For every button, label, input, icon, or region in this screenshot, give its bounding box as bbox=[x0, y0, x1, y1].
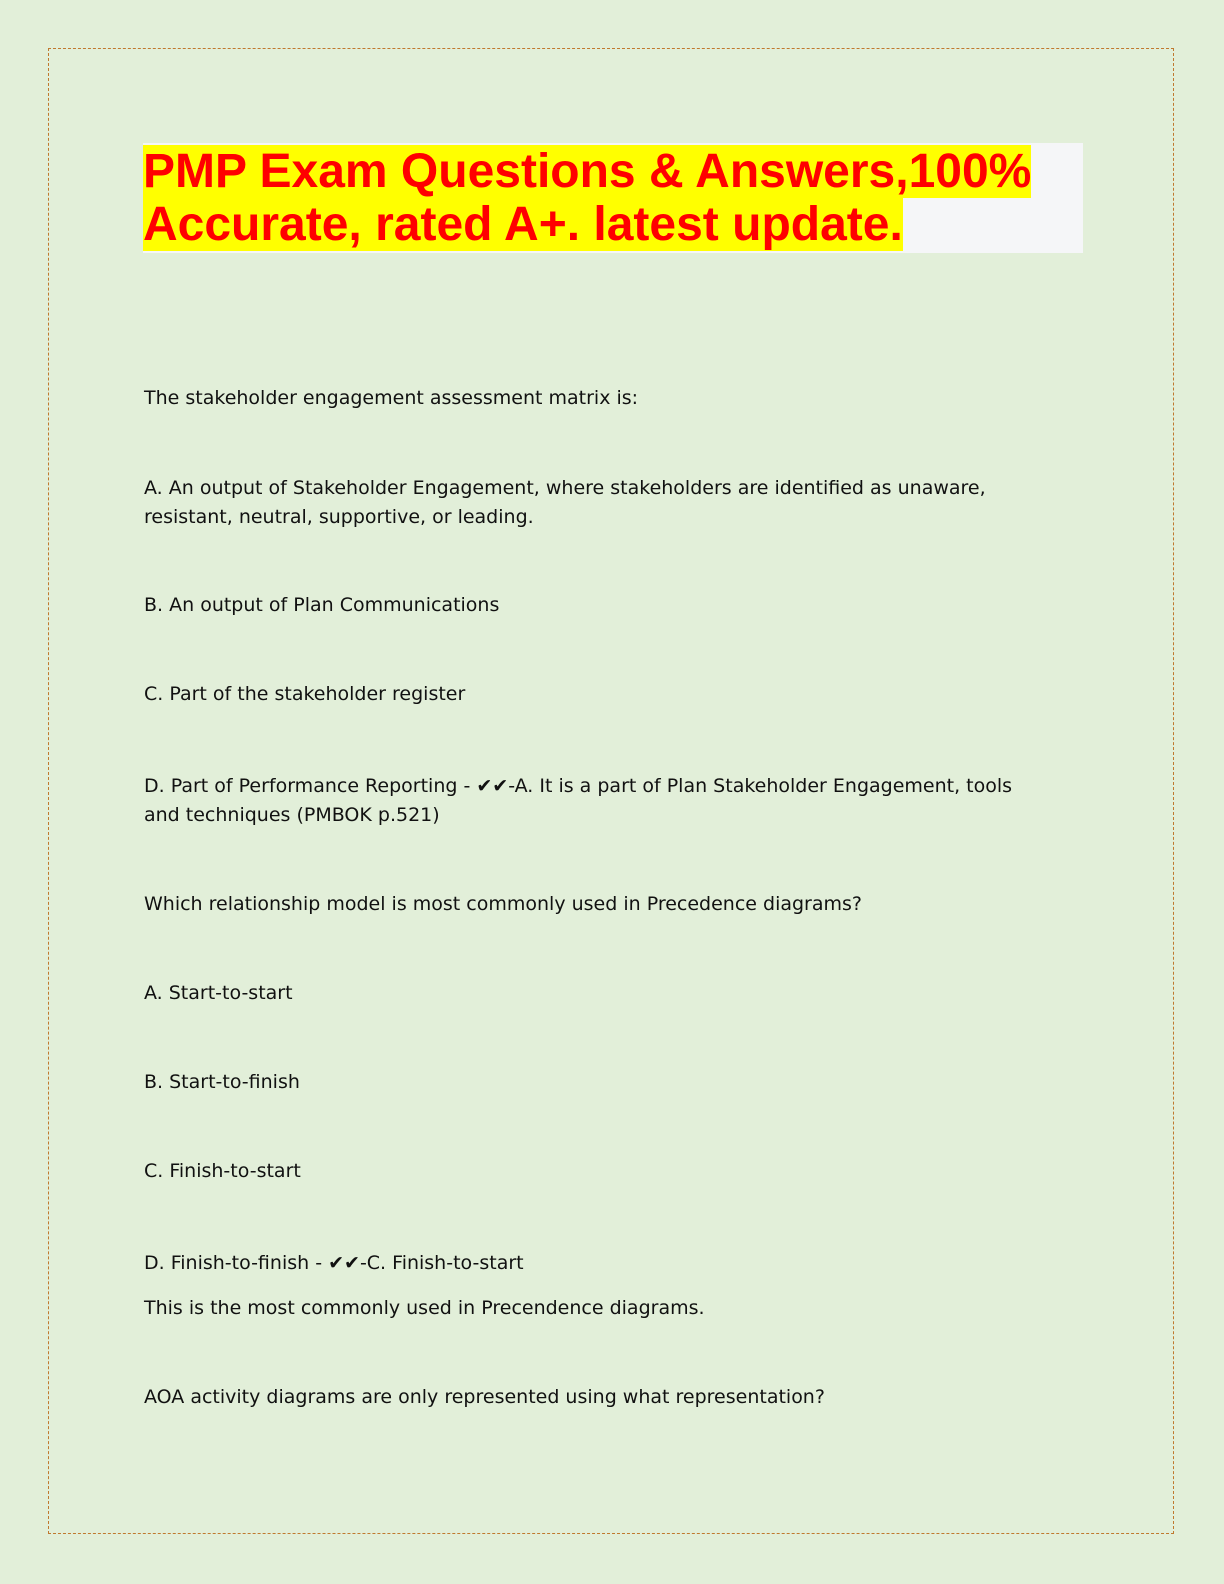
question-1-option-a: A. An output of Stakeholder Engagement, where stakeholders are identified as unaware, resistant, neutral, supportive, or leading. bbox=[144, 477, 986, 528]
document-title bbox=[143, 145, 1083, 251]
question-2-option-d-answer: D. Finish-to-finish - ✔✔-C. Finish-to-start bbox=[144, 1252, 524, 1274]
title-block bbox=[143, 143, 1083, 253]
question-1-option-d-answer: D. Part of Performance Reporting - ✔✔-A. It is a part of Plan Stakeholder Engagement, tools and techniques (PMBOK p.521) bbox=[144, 775, 1013, 826]
question-2-option-b: B. Start-to-finish bbox=[144, 1071, 300, 1093]
question-1-text: The stakeholder engagement assessment matrix is: bbox=[144, 387, 639, 409]
question-1-option-b: B. An output of Plan Communications bbox=[144, 594, 500, 616]
title-line-1: PMP Exam Questions & Answers,100% bbox=[143, 145, 1032, 198]
question-2-text: Which relationship model is most commonly used in Precedence diagrams? bbox=[144, 893, 863, 915]
question-2-option-a: A. Start-to-start bbox=[144, 982, 293, 1004]
question-1-option-c: C. Part of the stakeholder register bbox=[144, 683, 466, 705]
question-3-text: AOA activity diagrams are only represented using what representation? bbox=[144, 1386, 825, 1408]
title-line-2: Accurate, rated A+. latest update. bbox=[143, 198, 903, 251]
question-2-option-c: C. Finish-to-start bbox=[144, 1160, 301, 1182]
question-2-explanation: This is the most commonly used in Precendence diagrams. bbox=[144, 1297, 705, 1319]
